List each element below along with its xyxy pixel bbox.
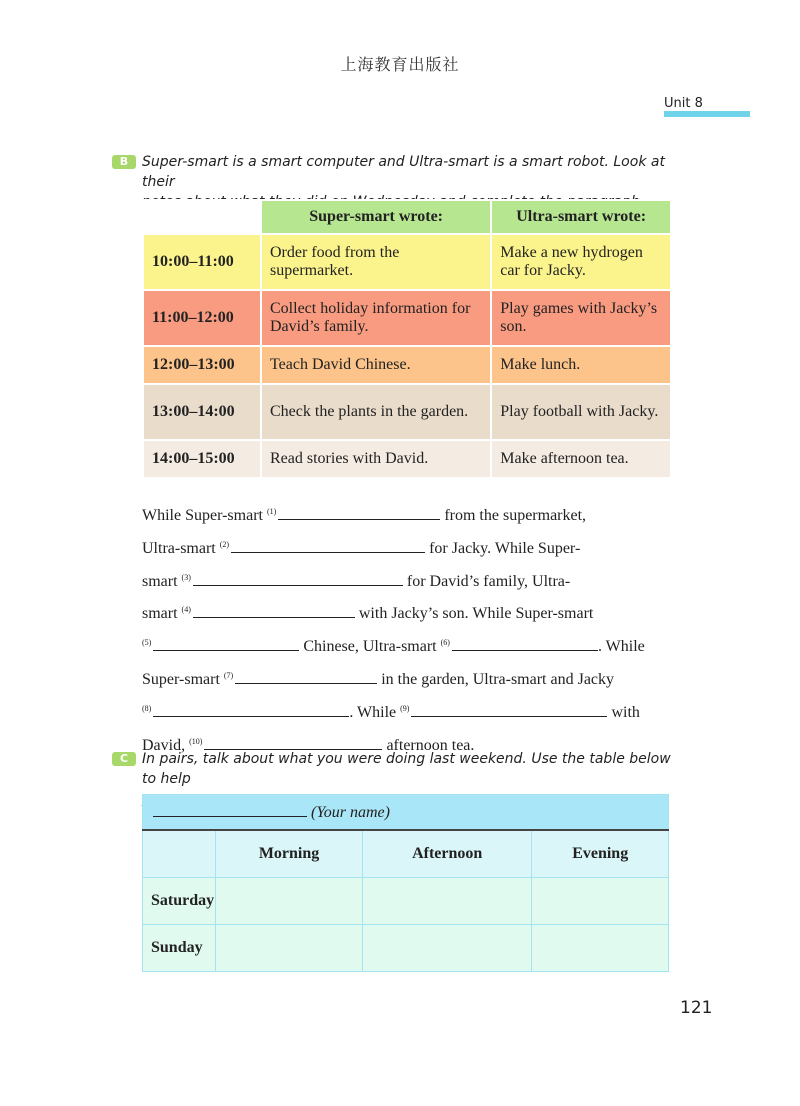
unit-label: Unit 8: [664, 96, 703, 111]
ultra-smart-cell: Play football with Jacky.: [491, 384, 671, 440]
paragraph-text: in the garden, Ultra-smart and Jacky: [381, 670, 615, 688]
paragraph-text: for David’s family, Ultra-: [406, 572, 571, 590]
paragraph-text: Chinese, Ultra-smart: [303, 638, 437, 656]
day-label: Saturday: [143, 878, 216, 925]
activity-cell[interactable]: [362, 878, 531, 925]
paragraph-text: David,: [142, 736, 186, 754]
unit-accent-bar: [664, 111, 750, 117]
table-row: [143, 925, 669, 972]
section-b-badge: B: [112, 155, 136, 169]
blank-1[interactable]: [278, 505, 440, 520]
blank-number: (10): [189, 736, 203, 746]
table-row: [143, 440, 671, 478]
name-hint: (Your name): [311, 804, 390, 821]
column-header-super-smart: Super-smart wrote:: [261, 200, 491, 234]
day-label: Sunday: [143, 925, 216, 972]
blank-9[interactable]: [411, 702, 607, 717]
time-cell: 12:00–13:00: [143, 346, 261, 384]
blank-number: (3): [181, 572, 191, 582]
paragraph-text: for Jacky. While Super-: [429, 539, 581, 557]
super-smart-cell: Read stories with David.: [261, 440, 491, 478]
table-corner: [143, 830, 216, 878]
time-cell: 14:00–15:00: [143, 440, 261, 478]
time-cell: 13:00–14:00: [143, 384, 261, 440]
blank-6[interactable]: [452, 636, 598, 651]
ultra-smart-cell: Play games with Jacky’s son.: [491, 290, 671, 346]
page-number: 121: [680, 998, 713, 1018]
super-smart-cell: Collect holiday information for David’s family.: [261, 290, 491, 346]
publisher-header: 上海教育出版社: [340, 57, 460, 74]
paragraph-line: [142, 695, 682, 728]
instruction-line: In pairs, talk about what you were doing last weekend. Use the table below to help: [142, 751, 671, 787]
blank-number: (2): [219, 539, 230, 549]
name-blank[interactable]: [153, 802, 307, 817]
blank-number: (5): [142, 638, 152, 648]
paragraph-text: Ultra-smart: [142, 539, 216, 557]
table-row: [143, 346, 671, 384]
paragraph-line: [142, 564, 682, 597]
paragraph-text: . While: [597, 638, 645, 656]
blank-4[interactable]: [193, 603, 355, 618]
activity-cell[interactable]: [532, 925, 669, 972]
blank-8[interactable]: [153, 702, 349, 717]
paragraph-line: [142, 531, 682, 564]
blank-2[interactable]: [231, 538, 425, 553]
table-corner: [143, 200, 261, 234]
paragraph-line: [142, 629, 682, 662]
paragraph-text: from the supermarket,: [444, 507, 587, 524]
weekend-table: [142, 794, 669, 972]
blank-number: (6): [440, 638, 450, 648]
paragraph-text: smart: [142, 572, 178, 590]
super-smart-cell: Teach David Chinese.: [261, 346, 491, 384]
paragraph-line: [142, 596, 682, 629]
blank-3[interactable]: [193, 571, 403, 586]
table-row: [143, 878, 669, 925]
blank-5[interactable]: [153, 636, 299, 651]
table-row: [143, 290, 671, 346]
activity-cell[interactable]: [216, 878, 363, 925]
blank-number: (7): [223, 670, 234, 680]
blank-number: (4): [181, 605, 191, 615]
paragraph-text: with: [611, 703, 640, 721]
schedule-table: [142, 199, 672, 479]
ultra-smart-cell: Make a new hydrogen car for Jacky.: [491, 234, 671, 290]
paragraph-text: Super-smart: [142, 670, 220, 688]
column-header-afternoon: Afternoon: [362, 830, 531, 878]
blank-10[interactable]: [204, 735, 382, 750]
blank-number: (8): [142, 703, 152, 713]
blank-7[interactable]: [235, 669, 377, 684]
paragraph-text: . While: [349, 703, 397, 721]
section-c-badge: C: [112, 752, 136, 766]
paragraph-line: [142, 662, 682, 695]
activity-cell[interactable]: [362, 925, 531, 972]
ultra-smart-cell: Make lunch.: [491, 346, 671, 384]
super-smart-cell: Check the plants in the garden.: [261, 384, 491, 440]
fill-in-paragraph: [142, 498, 682, 760]
paragraph-text: smart: [142, 605, 178, 623]
instruction-line: Super-smart is a smart computer and Ultra-smart is a smart robot. Look at their: [142, 154, 665, 190]
name-cell: [143, 795, 669, 831]
paragraph-line: [142, 498, 682, 531]
paragraph-text: with Jacky’s son. While Super-smart: [358, 605, 594, 623]
activity-cell[interactable]: [532, 878, 669, 925]
ultra-smart-cell: Make afternoon tea.: [491, 440, 671, 478]
super-smart-cell: Order food from the supermarket.: [261, 234, 491, 290]
paragraph-text: While Super-smart: [142, 507, 263, 524]
time-cell: 10:00–11:00: [143, 234, 261, 290]
activity-cell[interactable]: [216, 925, 363, 972]
table-row: [143, 234, 671, 290]
time-cell: 11:00–12:00: [143, 290, 261, 346]
column-header-ultra-smart: Ultra-smart wrote:: [491, 200, 671, 234]
paragraph-text: afternoon tea.: [386, 736, 475, 754]
table-row: [143, 384, 671, 440]
blank-number: (9): [400, 703, 410, 713]
column-header-morning: Morning: [216, 830, 363, 878]
column-header-evening: Evening: [532, 830, 669, 878]
blank-number: (1): [266, 507, 277, 516]
